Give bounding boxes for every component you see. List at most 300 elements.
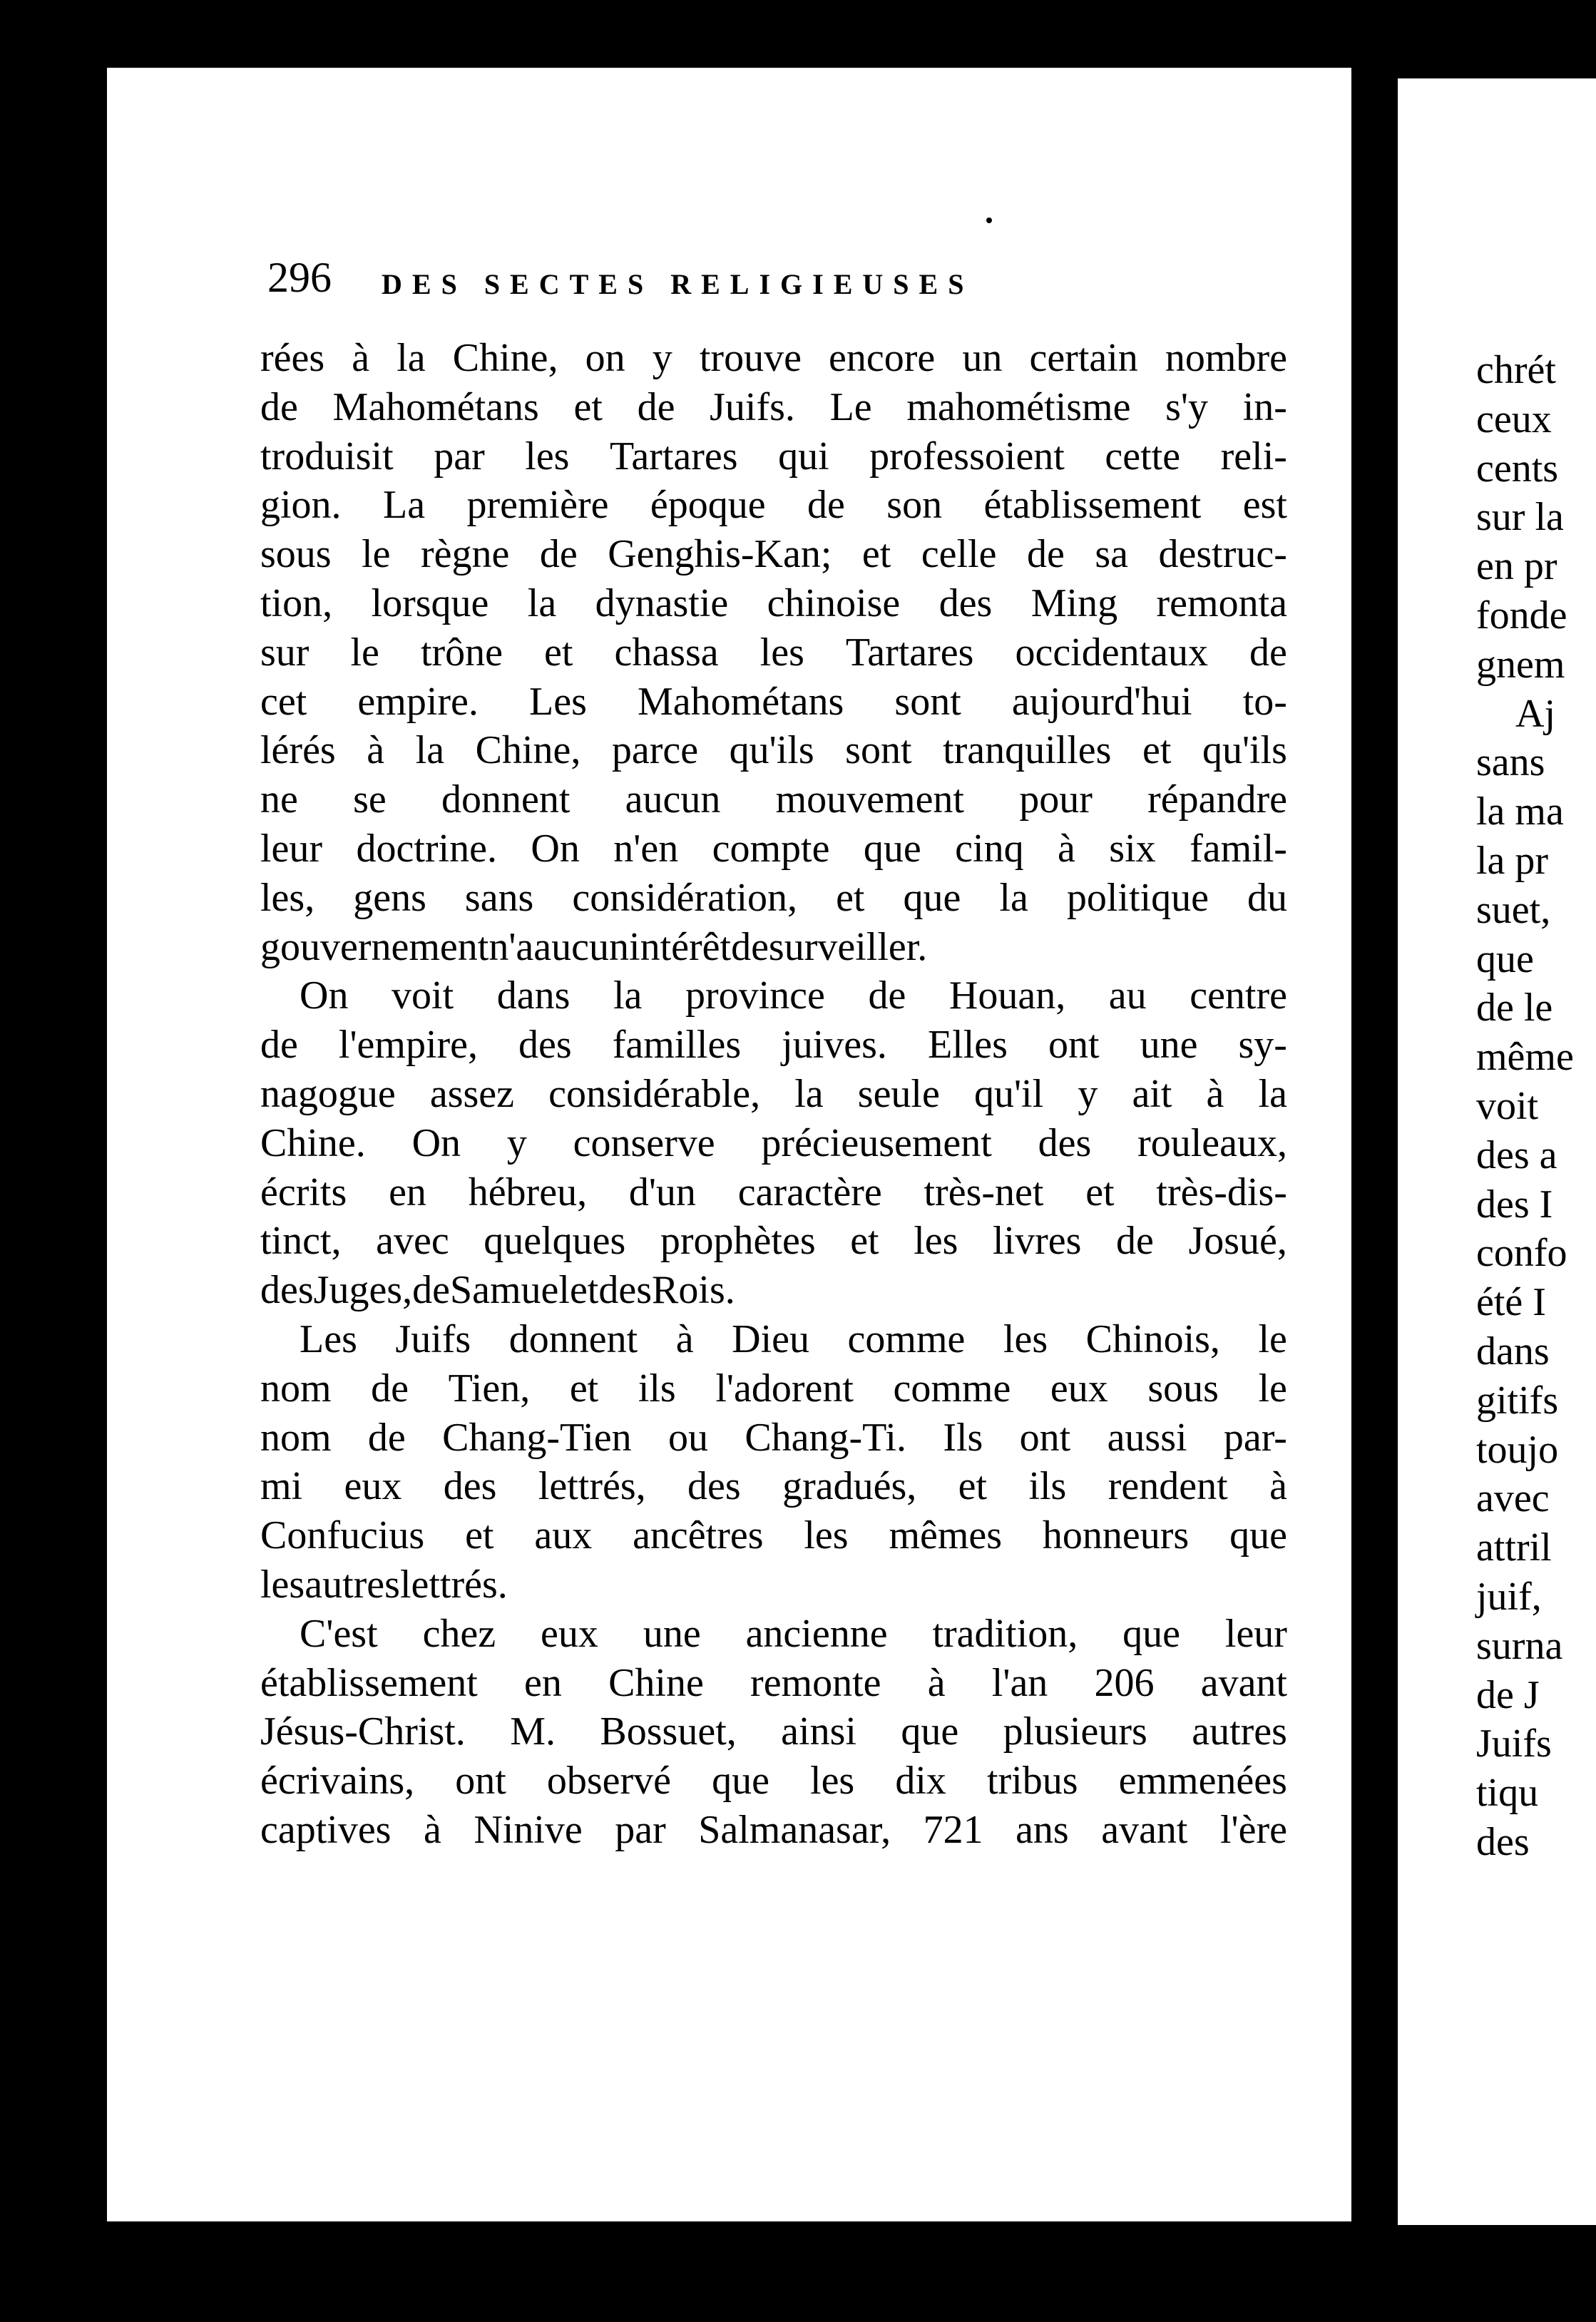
word: qu'il (973, 1071, 1044, 1116)
word: Mahométans (332, 384, 539, 429)
word: y (1078, 1071, 1098, 1116)
word: des (260, 1268, 314, 1313)
word: les (260, 1562, 305, 1607)
word: professoient (869, 434, 1065, 479)
word: et (958, 1464, 988, 1509)
right-page-line: été I (1476, 1280, 1546, 1325)
word: des (443, 1464, 497, 1509)
word: aucun (533, 924, 630, 969)
word: tribus (986, 1759, 1078, 1804)
word: la (1258, 1071, 1287, 1116)
word: répandre (1147, 777, 1287, 822)
word: des (1038, 1120, 1092, 1165)
right-page-line: de J (1476, 1672, 1540, 1717)
word: remonte (750, 1660, 881, 1705)
word: Jésus-Christ. (260, 1709, 466, 1754)
word: Josué, (1188, 1219, 1287, 1264)
text-line (260, 1756, 1287, 1806)
word: les, (260, 875, 315, 920)
word: nom (260, 1415, 332, 1460)
right-page-line: chrét (1476, 348, 1556, 392)
word: encore (829, 336, 936, 380)
word: est (1242, 483, 1287, 528)
word: ont (455, 1759, 506, 1804)
text-line (260, 1806, 1287, 1855)
word: s'y (1165, 384, 1209, 429)
text-line (260, 1462, 1287, 1511)
word: le (1258, 1366, 1287, 1411)
word: sans (464, 875, 534, 920)
word: Tartares (845, 630, 974, 675)
word: Chang-Tien (442, 1415, 632, 1460)
word: Chine. (260, 1120, 366, 1165)
word: Bossuet, (600, 1709, 737, 1754)
text-line (260, 1413, 1287, 1463)
word: captives (260, 1807, 392, 1852)
text-line (260, 1511, 1287, 1560)
word: destruc- (1158, 532, 1287, 577)
word: sy- (1238, 1023, 1287, 1068)
text-line (260, 726, 1287, 775)
word: Chang-Ti. (745, 1415, 906, 1460)
word: et (569, 1268, 599, 1313)
right-page-line: même (1476, 1035, 1574, 1080)
word: aujourd'hui (1011, 679, 1192, 724)
word: à (352, 336, 370, 380)
word: à (423, 1807, 441, 1852)
word: chez (422, 1611, 496, 1656)
word: y (506, 1120, 527, 1165)
word: tradition, (932, 1611, 1078, 1656)
word: les (1003, 1316, 1048, 1361)
word: très-dis- (1156, 1170, 1287, 1214)
word: lorsque (371, 580, 489, 625)
word: très-net (924, 1170, 1044, 1214)
word: de (807, 483, 845, 528)
word: celle (921, 532, 997, 577)
word: de (731, 924, 769, 969)
word: mi (260, 1464, 303, 1509)
text-line (260, 874, 1287, 923)
word: autres (305, 1562, 400, 1607)
right-page-line: voit (1476, 1083, 1539, 1128)
word: eux (1050, 1366, 1108, 1411)
word: à (675, 1316, 694, 1361)
word: l'adorent (715, 1366, 854, 1411)
right-page-line: des a (1476, 1132, 1557, 1177)
word: ait (1132, 1071, 1172, 1116)
word: avant (1200, 1660, 1287, 1705)
word: On (300, 973, 349, 1018)
word: de (371, 1366, 409, 1411)
word: de (260, 384, 298, 429)
word: La (382, 483, 426, 528)
word: rouleaux, (1137, 1120, 1287, 1165)
word: trouve (699, 336, 802, 380)
word: précieusement (761, 1120, 992, 1165)
word: rées (260, 336, 325, 380)
word: le (1258, 1316, 1287, 1361)
word: Mahométans (638, 679, 844, 724)
word: ne (260, 777, 298, 822)
running-title: DES SECTES RELIGIEUSES (382, 268, 974, 300)
word: sont (845, 728, 912, 773)
word: Rois. (652, 1268, 735, 1313)
word: de (1249, 630, 1287, 675)
word: leur (1224, 1611, 1287, 1656)
right-page-line: ceux (1476, 397, 1552, 441)
right-page-line: confo (1476, 1231, 1567, 1276)
word: sur (260, 630, 310, 675)
right-page-line: juif, (1476, 1574, 1542, 1619)
word: remonta (1156, 580, 1287, 625)
word: règne (421, 532, 510, 577)
word: plusieurs (1003, 1709, 1147, 1754)
word: donnent (441, 777, 571, 822)
text-line (260, 628, 1287, 677)
word: honneurs (1042, 1513, 1190, 1558)
word: chinoise (767, 580, 901, 625)
word: gion. (260, 483, 342, 528)
word: aux (534, 1513, 593, 1558)
word: à (367, 728, 385, 773)
word: l'ère (1219, 1807, 1287, 1852)
word: nom (260, 1366, 332, 1411)
word: pour (1019, 777, 1093, 822)
right-page-line: la ma (1476, 789, 1564, 834)
right-page-line: dans (1476, 1329, 1550, 1374)
text-line (260, 1610, 1287, 1659)
right-page-line: gnem (1476, 642, 1565, 687)
word: caractère (737, 1170, 882, 1214)
text-line (260, 1659, 1287, 1708)
word: considération, (572, 875, 798, 920)
text-line (260, 1560, 1287, 1610)
word: aucun (625, 777, 721, 822)
word: de (367, 1415, 406, 1460)
word: gradués, (782, 1464, 917, 1509)
word: époque (650, 483, 766, 528)
right-page-line: suet, (1476, 887, 1551, 932)
right-page-line: en pr (1476, 544, 1557, 589)
word: Juifs (395, 1316, 471, 1361)
word: de (1116, 1219, 1154, 1264)
word: Les (300, 1316, 357, 1361)
word: les (914, 1219, 958, 1264)
word: dix (895, 1759, 946, 1804)
word: en (524, 1660, 562, 1705)
word: chassa (614, 630, 719, 675)
word: province (685, 973, 825, 1018)
word: l'an (991, 1660, 1048, 1705)
text-line (260, 1266, 1287, 1315)
word: doctrine. (356, 826, 497, 871)
word: établissement (260, 1660, 478, 1705)
word: Samuel (449, 1268, 570, 1313)
word: ont (1019, 1415, 1071, 1460)
text-line (260, 677, 1287, 727)
word: que (901, 1709, 959, 1754)
word: leur (260, 826, 323, 871)
right-page-line: Aj (1515, 691, 1555, 736)
word: le (362, 532, 391, 577)
word: dans (496, 973, 571, 1018)
word: écrits (260, 1170, 347, 1214)
word: n'a (488, 924, 534, 969)
word: et (465, 1513, 494, 1558)
ink-speck (986, 218, 992, 223)
word: du (1247, 875, 1287, 920)
word: et (850, 1219, 879, 1264)
word: considérable, (548, 1071, 761, 1116)
word: que (1122, 1611, 1180, 1656)
word: une (643, 1611, 701, 1656)
word: ou (667, 1415, 708, 1460)
word: que (863, 826, 921, 871)
word: certain (1029, 336, 1138, 380)
text-line (260, 1217, 1287, 1266)
word: de (868, 973, 906, 1018)
word: y (652, 336, 672, 380)
word: tranquilles (943, 728, 1112, 773)
word: seule (857, 1071, 940, 1116)
word: nagogue (260, 1071, 396, 1116)
word: aussi (1107, 1415, 1187, 1460)
word: avec (376, 1219, 449, 1264)
word: lérés (260, 728, 336, 773)
text-line (260, 1315, 1287, 1364)
word: donnent (508, 1316, 638, 1361)
text-line (260, 1168, 1287, 1217)
word: écrivains, (260, 1759, 415, 1804)
word: Les (529, 679, 587, 724)
right-page (1398, 78, 1596, 2225)
word: la (613, 973, 643, 1018)
word: livres (993, 1219, 1082, 1264)
word: Chinois, (1085, 1316, 1220, 1361)
word: intérêt (629, 924, 732, 969)
word: quelques (484, 1219, 626, 1264)
word: qu'ils (1202, 728, 1287, 773)
word: tion, (260, 580, 333, 625)
right-page-line: Juifs (1476, 1722, 1552, 1766)
page-number: 296 (267, 254, 332, 301)
word: les (525, 434, 570, 479)
word: Tien, (448, 1366, 531, 1411)
word: par (434, 434, 485, 479)
word: Juifs. (710, 384, 795, 429)
word: Ming (1030, 580, 1118, 625)
word: assez (429, 1071, 514, 1116)
word: d'un (628, 1170, 696, 1214)
text-line (260, 1119, 1287, 1168)
word: troduisit (260, 434, 394, 479)
right-page-line: que (1476, 936, 1534, 981)
word: cet (260, 679, 307, 724)
word: observé (546, 1759, 671, 1804)
text-line (260, 530, 1287, 579)
word: des (598, 1268, 653, 1313)
right-page-line: tiqu (1476, 1771, 1539, 1816)
word: Le (829, 384, 872, 429)
word: n'en (613, 826, 679, 871)
word: et (1142, 728, 1172, 773)
word: autres (1192, 1709, 1287, 1754)
word: ancienne (745, 1611, 888, 1656)
word: par (615, 1807, 666, 1852)
word: des (518, 1023, 572, 1068)
word: sous (260, 532, 332, 577)
word: à (1206, 1071, 1224, 1116)
word: la (794, 1071, 824, 1116)
word: que (712, 1759, 769, 1804)
right-page-text-column (1476, 346, 1596, 1867)
word: son (886, 483, 943, 528)
word: in- (1242, 384, 1287, 429)
right-page-line: des (1476, 1819, 1530, 1864)
text-line (260, 775, 1287, 824)
word: les (810, 1759, 855, 1804)
word: à (1058, 826, 1075, 871)
word: Chine (608, 1660, 704, 1705)
word: mouvement (775, 777, 964, 822)
text-line (260, 579, 1287, 628)
word: Ils (943, 1415, 983, 1460)
word: rendent (1108, 1464, 1228, 1509)
word: eux (541, 1611, 598, 1656)
word: C'est (300, 1611, 378, 1656)
word: prophètes (660, 1219, 816, 1264)
word: sa (1095, 532, 1129, 577)
right-page-line: attril (1476, 1525, 1552, 1570)
word: On (411, 1120, 461, 1165)
word: compte (712, 826, 830, 871)
right-page-line: toujo (1476, 1427, 1559, 1472)
text-line (260, 1707, 1287, 1756)
right-page-line: cents (1476, 446, 1559, 491)
word: sont (894, 679, 961, 724)
word: première (466, 483, 609, 528)
word: le (350, 630, 379, 675)
word: lettrés. (399, 1562, 508, 1607)
word: avant (1101, 1807, 1188, 1852)
word: qui (778, 434, 829, 479)
word: gens (353, 875, 426, 920)
right-page-line: avec (1476, 1476, 1550, 1521)
word: politique (1066, 875, 1209, 920)
word: et (1085, 1170, 1115, 1214)
word: reli- (1220, 434, 1287, 479)
word: empire. (357, 679, 479, 724)
word: se (353, 777, 387, 822)
word: Chine, (452, 336, 558, 380)
word: mahométisme (906, 384, 1131, 429)
word: famil- (1190, 826, 1287, 871)
word: centre (1190, 973, 1287, 1018)
body-text (260, 334, 1287, 1855)
word: 206 (1094, 1660, 1155, 1705)
word: la (527, 580, 557, 625)
word: six (1109, 826, 1156, 871)
word: établissement (983, 483, 1202, 528)
word: hébreu, (468, 1170, 588, 1214)
text-line (260, 1021, 1287, 1070)
word: 721 (923, 1807, 983, 1852)
text-line (260, 432, 1287, 481)
word: des (938, 580, 993, 625)
word: nombre (1165, 336, 1287, 380)
word: M. (510, 1709, 556, 1754)
text-line (260, 824, 1287, 874)
word: la (397, 336, 426, 380)
word: Elles (927, 1023, 1008, 1068)
word: trône (420, 630, 503, 675)
word: dynastie (595, 580, 729, 625)
word: parce (611, 728, 699, 773)
word: les (759, 630, 804, 675)
page-header (267, 253, 1195, 317)
word: et (544, 630, 573, 675)
word: de (637, 384, 675, 429)
text-line (260, 481, 1287, 530)
word: des (687, 1464, 741, 1509)
word: sous (1147, 1366, 1219, 1411)
right-page-line: des I (1476, 1182, 1553, 1227)
word: une (1140, 1023, 1198, 1068)
word: ils (638, 1366, 676, 1411)
word: et (569, 1366, 599, 1411)
word: voit (392, 973, 454, 1018)
word: cette (1105, 434, 1181, 479)
word: comme (847, 1316, 966, 1361)
word: Ninive (474, 1807, 583, 1852)
word: et (836, 875, 865, 920)
word: la (999, 875, 1028, 920)
text-line (260, 383, 1287, 432)
right-page-line: surna (1476, 1623, 1563, 1668)
word: eux (344, 1464, 402, 1509)
word: de (260, 1023, 298, 1068)
word: ainsi (781, 1709, 856, 1754)
word: cinq (955, 826, 1024, 871)
word: à (1269, 1464, 1287, 1509)
word: Salmanasar, (698, 1807, 891, 1852)
word: comme (893, 1366, 1011, 1411)
word: que (1229, 1513, 1287, 1558)
word: ils (1028, 1464, 1067, 1509)
word: surveiller. (768, 924, 928, 969)
word: On (531, 826, 580, 871)
word: tinct, (260, 1219, 342, 1264)
word: juives. (782, 1023, 887, 1068)
word: occidentaux (1015, 630, 1209, 675)
word: à (927, 1660, 946, 1705)
word: en (389, 1170, 426, 1214)
word: mêmes (889, 1513, 1003, 1558)
right-page-line: de le (1476, 986, 1553, 1030)
right-page-line: sans (1476, 740, 1545, 785)
word: to- (1242, 679, 1287, 724)
word: Tartares (610, 434, 738, 479)
word: un (962, 336, 1003, 380)
word: Juges, (313, 1268, 413, 1313)
text-line (260, 1070, 1287, 1119)
word: au (1108, 973, 1147, 1018)
word: l'empire, (338, 1023, 479, 1068)
right-page-line: fonde (1476, 593, 1567, 638)
word: et (573, 384, 603, 429)
word: de (412, 1268, 450, 1313)
